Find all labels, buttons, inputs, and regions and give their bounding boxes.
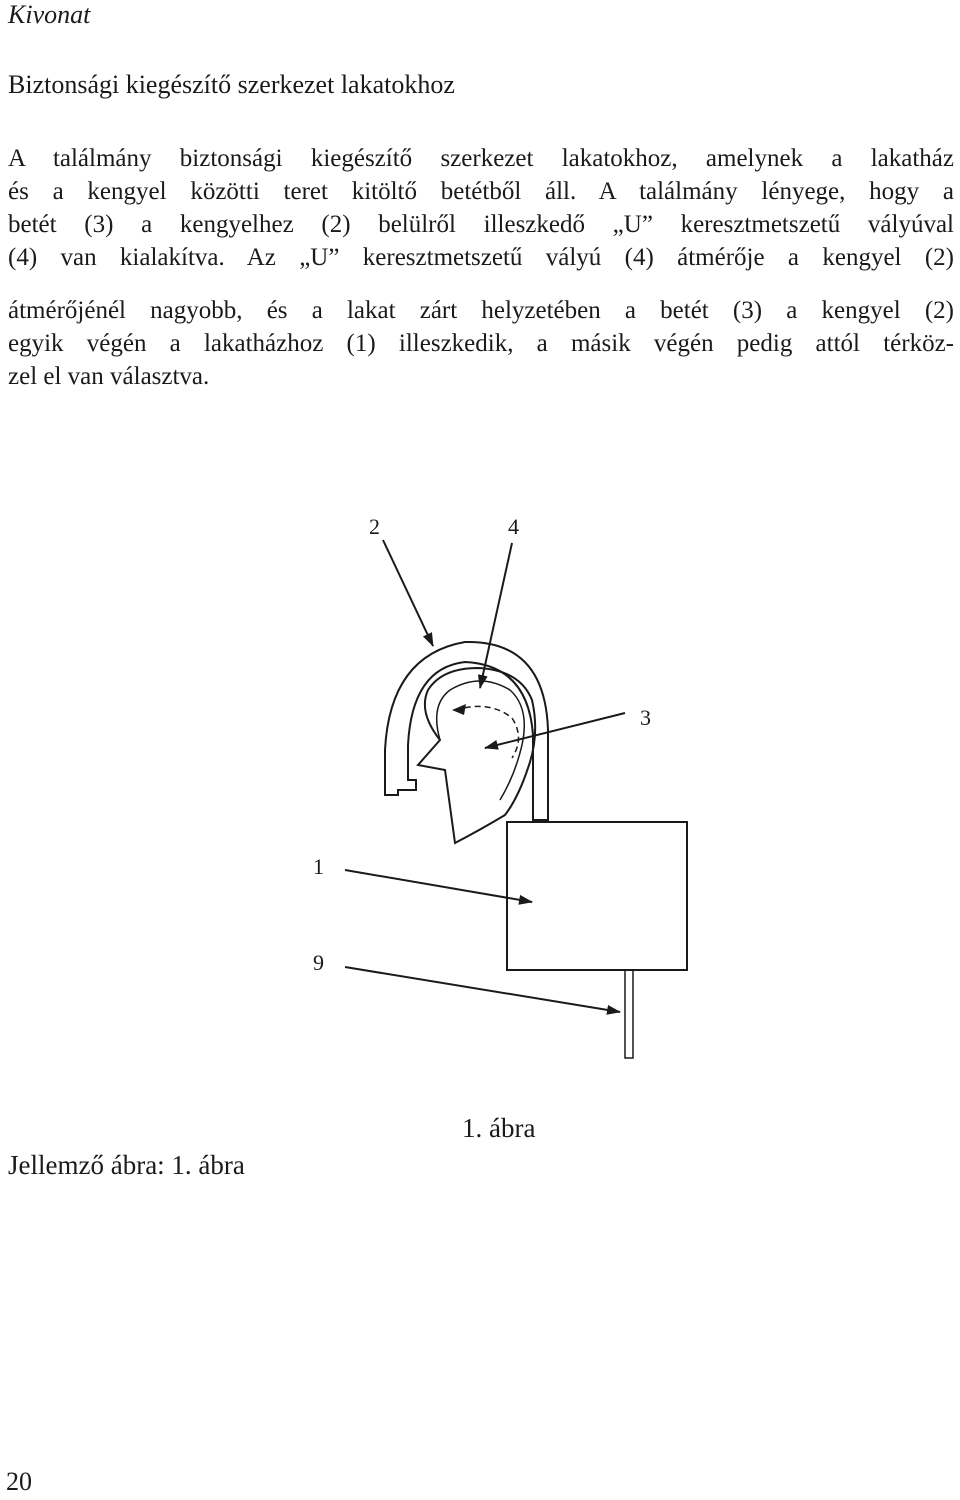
rotation-arc [455,706,519,758]
document-title: Biztonsági kiegészítő szerkezet lakatokhoz [8,70,455,99]
insert-outline [418,668,535,843]
label-trough: 4 [508,514,519,539]
padlock-drawing [270,500,730,1070]
abstract-line: átmérőjénél nagyobb, és a lakat zárt helyzetében a betét (3) a kengyel (2) [8,297,954,324]
label-pin: 9 [313,950,324,975]
main-figure-note: Jellemző ábra: 1. ábra [8,1150,245,1180]
figure-caption: 1. ábra [462,1113,536,1143]
abstract-line: A találmány biztonsági kiegészítő szerkezet lakatokhoz, amelynek a lakatház [8,145,954,172]
padlock-figure [270,500,730,1070]
abstract-line: zel el van választva. [8,363,210,390]
abstract-line: betét (3) a kengyelhez (2) belülről illeszkedő „U” keresztmetszetű vályúval [8,211,954,238]
label-housing: 1 [313,854,324,879]
abstract-line: és a kengyel közötti teret kitöltő betétből áll. A találmány lényege, hogy a [8,178,954,205]
section-label: Kivonat [8,0,91,29]
abstract-paragraph [8,142,954,393]
paragraph-gap [8,274,954,294]
leader-arrow-trough [480,543,512,688]
leader-arrow-shackle [383,540,433,646]
leader-arrow-housing [345,870,532,902]
page-number: 20 [6,1467,32,1496]
label-shackle: 2 [369,514,380,539]
abstract-line: (4) van kialakítva. Az „U” keresztmetszetű vályú (4) átmérője a kengyel (2) [8,244,954,271]
leader-arrow-insert [485,713,625,748]
abstract-line: egyik végén a lakatházhoz (1) illeszkedik, a másik végén pedig attól térköz- [8,330,954,357]
label-insert: 3 [640,705,651,730]
lock-housing [507,822,687,970]
pin [625,970,633,1058]
rotation-arrowhead [452,704,466,715]
leader-arrow-pin [345,967,620,1012]
